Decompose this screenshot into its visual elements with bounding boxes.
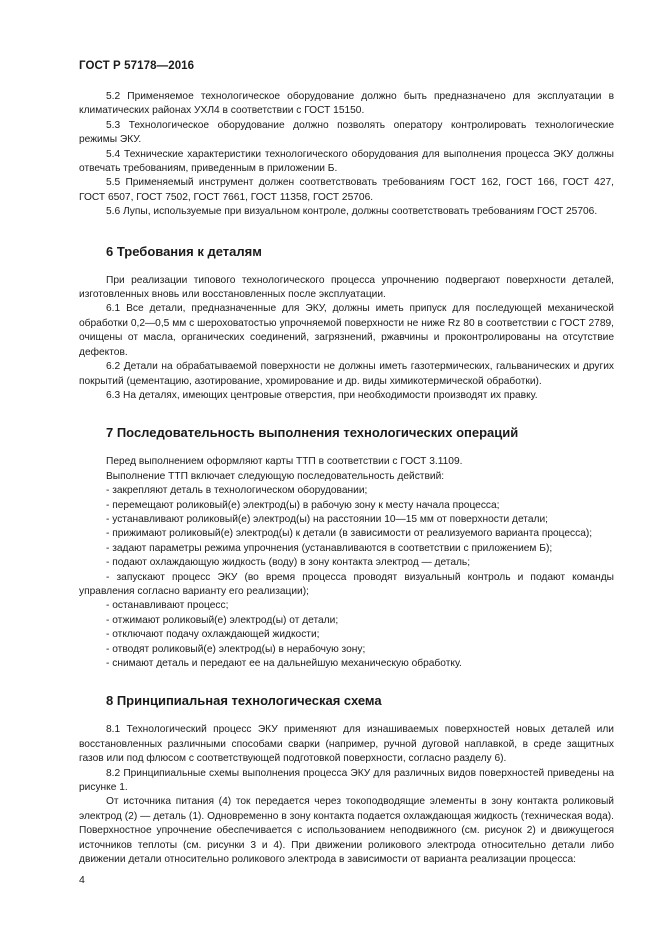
list-item: - закрепляют деталь в технологическом оборудовании; [106, 485, 368, 497]
section-7-intro-2: Выполнение ТТП включает следующую последовательность действий: [106, 470, 445, 482]
document-code-header: ГОСТ Р 57178—2016 [79, 60, 195, 72]
section-7-title: 7 Последовательность выполнения технологических операций [106, 425, 519, 441]
section-7-intro-1: Перед выполнением оформляют карты ТТП в соответствии с ГОСТ 3.1109. [106, 456, 463, 468]
list-item: - отключают подачу охлаждающей жидкости; [106, 629, 320, 641]
paragraph-5-3: 5.3 Технологическое оборудование должно позволять оператору контролировать технологические режимы ЭКУ. [79, 119, 614, 146]
paragraph-8-1: 8.1 Технологический процесс ЭКУ применяют для изнашиваемых поверхностей новых деталей или восстановленных различными способами сварки (например, ручной дуговой наплавкой, в среде защитных газов или под флюсом с соответствующей подготовкой поверхности, согласно разделу 6). [79, 724, 614, 765]
list-item: - отжимают роликовый(е) электрод(ы) от детали; [106, 614, 339, 626]
list-item: - снимают деталь и передают ее на дальнейшую механическую обработку. [106, 658, 462, 669]
paragraph-5-5: 5.5 Применяемый инструмент должен соответствовать требованиям ГОСТ 162, ГОСТ 166, ГОСТ 427, ГОСТ 6507, ГОСТ 7502, ГОСТ 7661, ГОСТ 11358, ГОСТ 25706. [79, 177, 614, 203]
list-item: - запускают процесс ЭКУ (во время процесса проводят визуальный контроль и подают команды управления согласно варианту его реализации); [79, 571, 614, 597]
list-item: - прижимают роликовый(е) электрод(ы) к детали (в зависимости от реализуемого варианта процесса); [106, 528, 593, 540]
section-6-intro: При реализации типового технологического процесса упрочнению подвергают поверхности деталей, изготовленных вновь или восстановленных после эксплуатации. [79, 274, 614, 301]
page-number: 4 [79, 874, 85, 886]
list-item: - останавливают процесс; [106, 600, 229, 612]
list-item: - устанавливают роликовый(е) электрод(ы) на расстоянии 10—15 мм от поверхности детали; [106, 513, 548, 525]
paragraph-8-2: 8.2 Принципиальные схемы выполнения процесса ЭКУ для различных видов поверхностей приведены на рисунке 1. [79, 767, 614, 794]
paragraph-8-3: От источника питания (4) ток передается через токоподводящие элементы в зону контакта роликовый электрод (2) — деталь (1). Одновременно в зону контакта подается охлаждающая жидкость (техническая вода). Поверхностное упрочнение обеспечивается с использованием неподвижного (см. рисунок 2) и движущегося источников теплоты (см. рисунки 3 и 4). При движении роликового электрода относительно детали либо движении детали относительно роликового электрода в зависимости от варианта реализации процесса: [79, 796, 614, 866]
page-body [79, 90, 614, 867]
list-item: - подают охлаждающую жидкость (воду) в зону контакта электрод — деталь; [106, 557, 471, 569]
section-8-title: 8 Принципиальная технологическая схема [106, 693, 382, 709]
paragraph-6-2: 6.2 Детали на обрабатываемой поверхности не должны иметь газотермических, гальванических и других покрытий (цементацию, азотирование, хромирование и др. виды химикотермической обработки). [79, 361, 614, 387]
paragraph-6-3: 6.3 На деталях, имеющих центровые отверстия, при необходимости производят их правку. [106, 389, 538, 401]
paragraph-5-6: 5.6 Лупы, используемые при визуальном контроле, должны соответствовать требованиям ГОСТ 25706. [106, 206, 598, 218]
operations-list [79, 484, 614, 671]
list-item: - задают параметры режима упрочнения (устанавливаются в соответствии с приложением Б); [106, 542, 553, 554]
list-item: - перемещают роликовый(е) электрод(ы) в рабочую зону к месту начала процесса; [106, 499, 500, 511]
paragraph-5-4: 5.4 Технические характеристики технологического оборудования для выполнения процесса ЭКУ должны отвечать требованиям, приведенным в приложении Б. [79, 148, 614, 175]
paragraph-6-1: 6.1 Все детали, предназначенные для ЭКУ, должны иметь припуск для последующей механической обработки 0,2—0,5 мм с шероховатостью упрочняемой поверхности не ниже Rz 80 в соответствии с ГОСТ 2789, очищены от масла, органических соединений, загрязнений, ржавчины и проконтролированы на отсутствие дефектов. [79, 303, 614, 358]
section-6-title: 6 Требования к деталям [106, 243, 262, 259]
paragraph-5-2: 5.2 Применяемое технологическое оборудование должно быть предназначено для эксплуатации в климатических районах УХЛ4 в соответствии с ГОСТ 15150. [79, 91, 614, 117]
list-item: - отводят роликовый(е) электрод(ы) в нерабочую зону; [106, 643, 366, 655]
